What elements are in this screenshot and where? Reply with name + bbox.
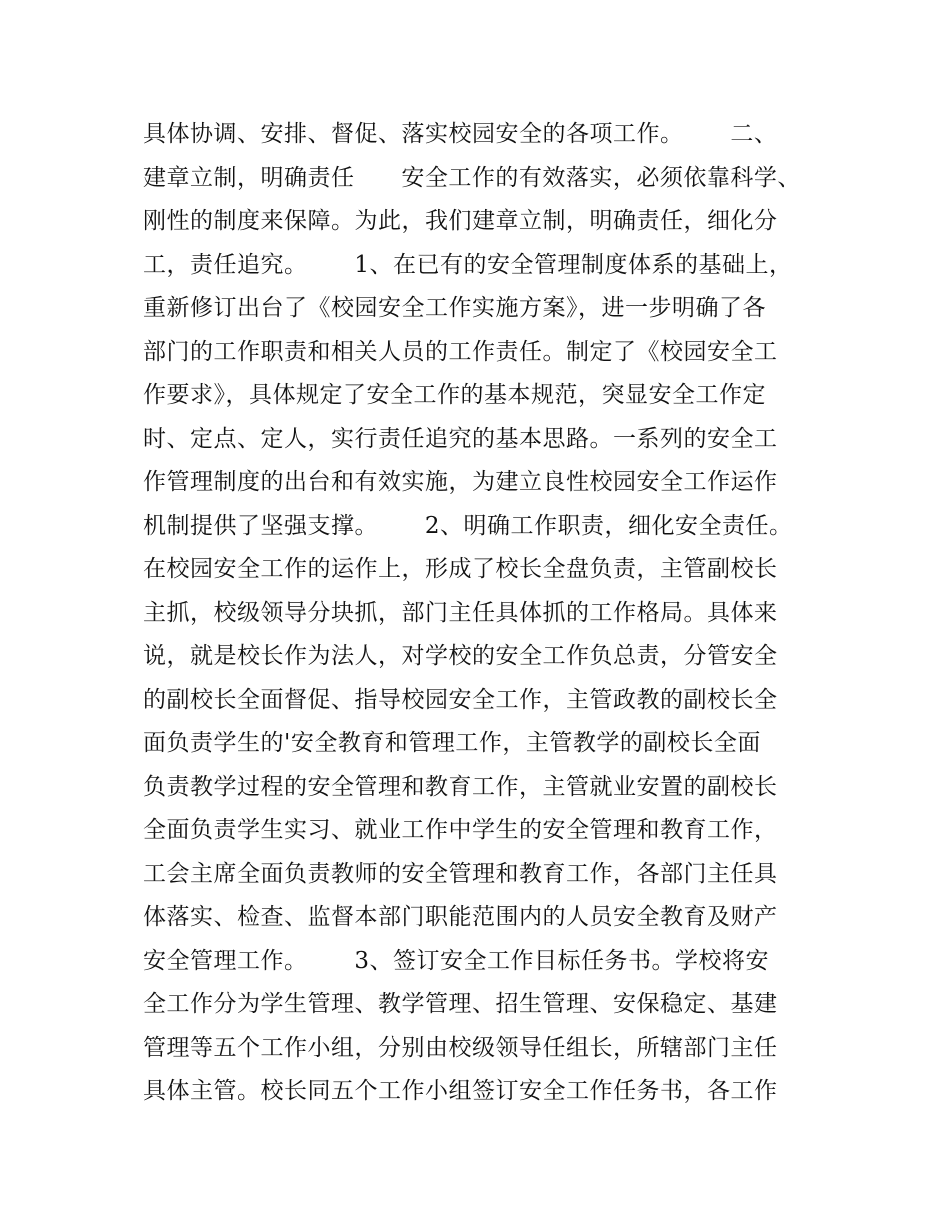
text-line: 主抓，校级领导分块抓，部门主任具体抓的工作格局。具体来 — [143, 599, 778, 626]
text-line: 的副校长全面督促、指导校园安全工作，主管政教的副校长全 — [143, 686, 778, 713]
text-line: 机制提供了坚强支撑。 2、明确工作职责，细化安全责任。 — [143, 512, 793, 539]
text-line: 部门的工作职责和相关人员的工作责任。制定了《校园安全工 — [143, 338, 778, 365]
text-line: 重新修订出台了《校园安全工作实施方案》，进一步明确了各 — [143, 295, 766, 321]
text-line: 全面负责学生实习、就业工作中学生的安全管理和教育工作， — [143, 817, 778, 843]
text-line: 具体协调、安排、督促、落实校园安全的各项工作。 二、 — [143, 121, 778, 147]
text-line: 说，就是校长作为法人，对学校的安全工作负总责，分管安全 — [143, 643, 778, 669]
text-line: 具体主管。校长同五个工作小组签订安全工作任务书，各工作 — [143, 1078, 778, 1104]
text-line: 安全管理工作。 3、签订安全工作目标任务书。学校将安 — [143, 947, 769, 974]
text-line: 刚性的制度来保障。为此，我们建章立制，明确责任，细化分 — [143, 208, 778, 234]
text-line: 时、定点、定人，实行责任追究的基本思路。一系列的安全工 — [143, 425, 778, 452]
text-line: 全工作分为学生管理、教学管理、招生管理、安保稳定、基建 — [143, 991, 778, 1017]
text-line: 工，责任追究。 1、在已有的安全管理制度体系的基础上， — [143, 251, 793, 278]
text-line: 作管理制度的出台和有效实施，为建立良性校园安全工作运作 — [143, 469, 778, 495]
text-line: 工会主席全面负责教师的安全管理和教育工作，各部门主任具 — [143, 860, 778, 887]
body-text — [143, 113, 833, 1114]
text-line: 管理等五个工作小组，分别由校级领导任组长，所辖部门主任 — [143, 1034, 778, 1061]
text-line: 在校园安全工作的运作上，形成了校长全盘负责，主管副校长 — [143, 556, 778, 582]
text-line: 建章立制，明确责任 安全工作的有效落实，必须依靠科学、 — [143, 164, 801, 191]
text-line: 体落实、检查、监督本部门职能范围内的人员安全教育及财产 — [143, 904, 778, 930]
text-line: 面负责学生的'安全教育和管理工作，主管教学的副校长全面 — [143, 730, 761, 756]
text-line: 负责教学过程的安全管理和教育工作，主管就业安置的副校长 — [143, 773, 778, 800]
text-line: 作要求》，具体规定了安全工作的基本规范，突显安全工作定 — [143, 382, 766, 408]
